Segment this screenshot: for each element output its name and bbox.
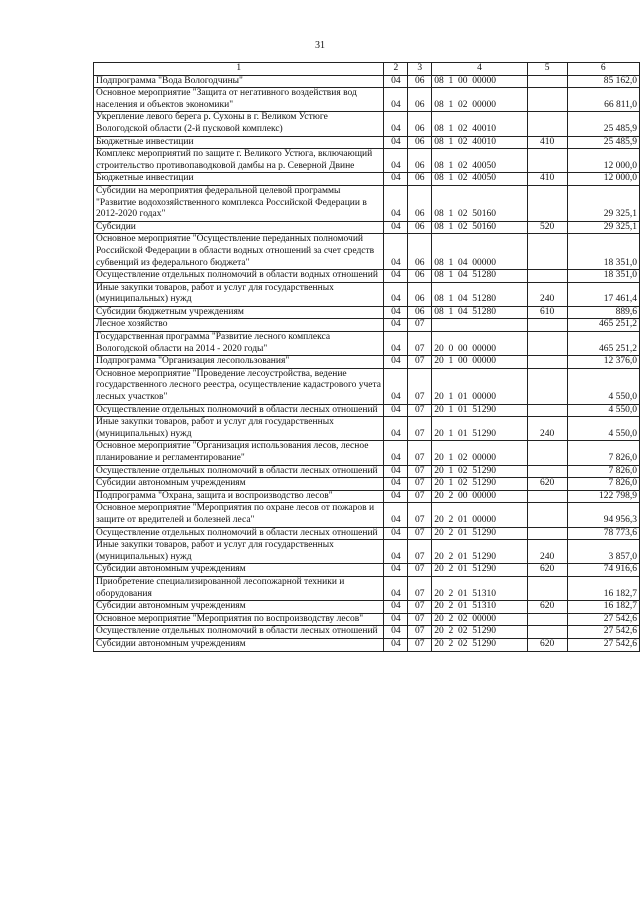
row-target-article-code: 20 1 02 51290 xyxy=(432,465,528,478)
row-section-code: 04 xyxy=(384,576,408,600)
row-name: Субсидии автономным учреждениям xyxy=(94,564,384,577)
row-target-article-code: 20 1 00 00000 xyxy=(432,356,528,369)
row-expense-type-code xyxy=(527,490,567,503)
row-section-code: 04 xyxy=(384,282,408,306)
row-target-article-code: 20 2 01 51290 xyxy=(432,540,528,564)
header-col-6: 6 xyxy=(567,63,639,76)
row-amount: 4 550,0 xyxy=(567,417,639,441)
row-subsection-code: 06 xyxy=(408,149,432,173)
row-expense-type-code xyxy=(527,465,567,478)
row-name: Субсидии автономным учреждениям xyxy=(94,601,384,614)
row-expense-type-code xyxy=(527,356,567,369)
table-row xyxy=(94,306,640,319)
row-amount: 465 251,2 xyxy=(567,319,639,332)
row-name: Основное мероприятие "Мероприятия по воспроизводству лесов" xyxy=(94,613,384,626)
row-amount: 7 826,0 xyxy=(567,478,639,491)
row-section-code: 04 xyxy=(384,503,408,527)
row-section-code: 04 xyxy=(384,417,408,441)
table-row xyxy=(94,564,640,577)
row-target-article-code: 20 1 01 51290 xyxy=(432,404,528,417)
header-col-3: 3 xyxy=(408,63,432,76)
row-expense-type-code: 520 xyxy=(527,221,567,234)
row-target-article-code: 20 0 00 00000 xyxy=(432,332,528,356)
row-target-article-code: 20 2 02 00000 xyxy=(432,613,528,626)
table-row xyxy=(94,601,640,614)
row-expense-type-code: 240 xyxy=(527,282,567,306)
row-name: Основное мероприятие "Осуществление переданных полномочий Российской Федерации в области водных отношений за счет средств субвенций из федерального бюджета" xyxy=(94,234,384,270)
row-section-code: 04 xyxy=(384,356,408,369)
row-expense-type-code xyxy=(527,75,567,88)
row-subsection-code: 07 xyxy=(408,576,432,600)
row-target-article-code: 08 1 02 50160 xyxy=(432,221,528,234)
row-section-code: 04 xyxy=(384,221,408,234)
row-target-article-code: 20 2 01 51310 xyxy=(432,576,528,600)
row-subsection-code: 07 xyxy=(408,540,432,564)
row-amount: 27 542,6 xyxy=(567,626,639,639)
row-target-article-code: 08 1 04 51280 xyxy=(432,306,528,319)
row-expense-type-code xyxy=(527,626,567,639)
row-target-article-code: 08 1 02 50160 xyxy=(432,185,528,221)
row-expense-type-code: 620 xyxy=(527,638,567,651)
row-target-article-code: 20 1 01 00000 xyxy=(432,368,528,404)
row-amount: 4 550,0 xyxy=(567,368,639,404)
row-name: Основное мероприятие "Организация использования лесов, лесное планирование и регламентирование" xyxy=(94,441,384,465)
row-subsection-code: 06 xyxy=(408,282,432,306)
row-subsection-code: 07 xyxy=(408,490,432,503)
row-amount: 66 811,0 xyxy=(567,88,639,112)
row-expense-type-code: 240 xyxy=(527,417,567,441)
table-row xyxy=(94,356,640,369)
header-col-4: 4 xyxy=(432,63,528,76)
row-subsection-code: 07 xyxy=(408,319,432,332)
page-number: 31 xyxy=(315,40,325,51)
table-row xyxy=(94,490,640,503)
row-subsection-code: 07 xyxy=(408,601,432,614)
row-section-code: 04 xyxy=(384,638,408,651)
row-section-code: 04 xyxy=(384,540,408,564)
table-row xyxy=(94,540,640,564)
row-section-code: 04 xyxy=(384,441,408,465)
table-row xyxy=(94,136,640,149)
row-amount: 7 826,0 xyxy=(567,465,639,478)
row-subsection-code: 07 xyxy=(408,626,432,639)
row-target-article-code: 20 1 01 51290 xyxy=(432,417,528,441)
table-row xyxy=(94,270,640,283)
row-target-article-code: 08 1 04 51280 xyxy=(432,282,528,306)
table-row xyxy=(94,638,640,651)
row-target-article-code: 08 1 00 00000 xyxy=(432,75,528,88)
row-expense-type-code xyxy=(527,576,567,600)
row-target-article-code: 20 2 01 51290 xyxy=(432,527,528,540)
row-subsection-code: 07 xyxy=(408,527,432,540)
row-name: Иные закупки товаров, работ и услуг для государственных (муниципальных) нужд xyxy=(94,282,384,306)
row-section-code: 04 xyxy=(384,136,408,149)
row-subsection-code: 06 xyxy=(408,112,432,136)
row-amount: 122 798,9 xyxy=(567,490,639,503)
row-amount: 18 351,0 xyxy=(567,234,639,270)
row-subsection-code: 06 xyxy=(408,75,432,88)
row-section-code: 04 xyxy=(384,601,408,614)
row-subsection-code: 06 xyxy=(408,136,432,149)
row-expense-type-code xyxy=(527,319,567,332)
row-amount: 27 542,6 xyxy=(567,638,639,651)
row-expense-type-code xyxy=(527,88,567,112)
row-expense-type-code xyxy=(527,404,567,417)
row-name: Бюджетные инвестиции xyxy=(94,136,384,149)
row-section-code: 04 xyxy=(384,270,408,283)
row-target-article-code: 08 1 02 00000 xyxy=(432,88,528,112)
row-subsection-code: 07 xyxy=(408,503,432,527)
row-expense-type-code: 410 xyxy=(527,173,567,186)
row-amount: 94 956,3 xyxy=(567,503,639,527)
header-col-2: 2 xyxy=(384,63,408,76)
row-amount: 16 182,7 xyxy=(567,576,639,600)
table-row xyxy=(94,234,640,270)
row-name: Осуществление отдельных полномочий в области лесных отношений xyxy=(94,626,384,639)
row-expense-type-code xyxy=(527,527,567,540)
row-amount: 12 376,0 xyxy=(567,356,639,369)
row-name: Иные закупки товаров, работ и услуг для государственных (муниципальных) нужд xyxy=(94,417,384,441)
row-section-code: 04 xyxy=(384,490,408,503)
row-section-code: 04 xyxy=(384,112,408,136)
row-name: Комплекс мероприятий по защите г. Великого Устюга, включающий строительство противопаводковой дамбы на р. Северной Двине xyxy=(94,149,384,173)
row-section-code: 04 xyxy=(384,149,408,173)
table-row xyxy=(94,465,640,478)
row-amount: 465 251,2 xyxy=(567,332,639,356)
table-body xyxy=(94,75,640,651)
row-amount: 74 916,6 xyxy=(567,564,639,577)
row-name: Государственная программа "Развитие лесного комплекса Вологодской области на 2014 - 2020 годы" xyxy=(94,332,384,356)
row-target-article-code xyxy=(432,319,528,332)
row-section-code: 04 xyxy=(384,75,408,88)
row-section-code: 04 xyxy=(384,332,408,356)
budget-table xyxy=(93,62,640,652)
row-target-article-code: 20 2 01 51310 xyxy=(432,601,528,614)
row-amount: 16 182,7 xyxy=(567,601,639,614)
row-section-code: 04 xyxy=(384,613,408,626)
row-expense-type-code: 610 xyxy=(527,306,567,319)
table-row xyxy=(94,282,640,306)
row-section-code: 04 xyxy=(384,368,408,404)
row-section-code: 04 xyxy=(384,306,408,319)
row-section-code: 04 xyxy=(384,564,408,577)
row-expense-type-code xyxy=(527,332,567,356)
header-col-5: 5 xyxy=(527,63,567,76)
row-expense-type-code: 620 xyxy=(527,564,567,577)
row-expense-type-code: 240 xyxy=(527,540,567,564)
row-target-article-code: 20 1 02 00000 xyxy=(432,441,528,465)
row-subsection-code: 06 xyxy=(408,234,432,270)
row-amount: 4 550,0 xyxy=(567,404,639,417)
row-subsection-code: 07 xyxy=(408,332,432,356)
row-name: Субсидии автономным учреждениям xyxy=(94,478,384,491)
row-section-code: 04 xyxy=(384,478,408,491)
table-row xyxy=(94,88,640,112)
row-amount: 78 773,6 xyxy=(567,527,639,540)
table-row xyxy=(94,185,640,221)
row-target-article-code: 20 2 00 00000 xyxy=(432,490,528,503)
row-amount: 18 351,0 xyxy=(567,270,639,283)
row-section-code: 04 xyxy=(384,465,408,478)
table-row xyxy=(94,626,640,639)
row-name: Осуществление отдельных полномочий в области лесных отношений xyxy=(94,465,384,478)
row-target-article-code: 08 1 02 40050 xyxy=(432,173,528,186)
row-name: Основное мероприятие "Мероприятия по охране лесов от пожаров и защите от вредителей и болезней леса" xyxy=(94,503,384,527)
row-name: Подпрограмма "Охрана, защита и воспроизводство лесов" xyxy=(94,490,384,503)
row-name: Осуществление отдельных полномочий в области водных отношений xyxy=(94,270,384,283)
row-target-article-code: 08 1 02 40010 xyxy=(432,112,528,136)
row-name: Подпрограмма "Организация лесопользования" xyxy=(94,356,384,369)
row-subsection-code: 06 xyxy=(408,88,432,112)
row-subsection-code: 06 xyxy=(408,221,432,234)
row-section-code: 04 xyxy=(384,234,408,270)
row-name: Основное мероприятие "Защита от негативного воздействия вод населения и объектов экономики" xyxy=(94,88,384,112)
row-amount: 12 000,0 xyxy=(567,149,639,173)
row-name: Лесное хозяйство xyxy=(94,319,384,332)
row-expense-type-code xyxy=(527,270,567,283)
row-subsection-code: 07 xyxy=(408,564,432,577)
table-row xyxy=(94,478,640,491)
table-row xyxy=(94,404,640,417)
row-subsection-code: 06 xyxy=(408,270,432,283)
row-target-article-code: 20 2 02 51290 xyxy=(432,626,528,639)
row-subsection-code: 06 xyxy=(408,306,432,319)
row-subsection-code: 06 xyxy=(408,173,432,186)
row-name: Субсидии xyxy=(94,221,384,234)
table-row xyxy=(94,417,640,441)
row-expense-type-code: 410 xyxy=(527,136,567,149)
row-name: Укрепление левого берега р. Сухоны в г. Великом Устюге Вологодской области (2-й пусковой комплекс) xyxy=(94,112,384,136)
row-expense-type-code xyxy=(527,149,567,173)
row-expense-type-code xyxy=(527,185,567,221)
row-expense-type-code xyxy=(527,613,567,626)
table-row xyxy=(94,368,640,404)
row-section-code: 04 xyxy=(384,527,408,540)
row-name: Основное мероприятие "Проведение лесоустройства, ведение государственного лесного реестра, осуществление кадастрового учета лесных участков" xyxy=(94,368,384,404)
row-amount: 85 162,0 xyxy=(567,75,639,88)
row-name: Бюджетные инвестиции xyxy=(94,173,384,186)
row-subsection-code: 07 xyxy=(408,638,432,651)
row-target-article-code: 20 1 02 51290 xyxy=(432,478,528,491)
table-row xyxy=(94,613,640,626)
row-name: Приобретение специализированной лесопожарной техники и оборудования xyxy=(94,576,384,600)
row-name: Осуществление отдельных полномочий в области лесных отношений xyxy=(94,527,384,540)
row-name: Подпрограмма "Вода Вологодчины" xyxy=(94,75,384,88)
row-amount: 17 461,4 xyxy=(567,282,639,306)
row-subsection-code: 06 xyxy=(408,185,432,221)
row-name: Иные закупки товаров, работ и услуг для государственных (муниципальных) нужд xyxy=(94,540,384,564)
table-header xyxy=(94,63,640,76)
row-amount: 12 000,0 xyxy=(567,173,639,186)
table-row xyxy=(94,441,640,465)
row-subsection-code: 07 xyxy=(408,478,432,491)
table-row xyxy=(94,319,640,332)
row-target-article-code: 08 1 02 40050 xyxy=(432,149,528,173)
row-amount: 25 485,9 xyxy=(567,136,639,149)
row-amount: 7 826,0 xyxy=(567,441,639,465)
table-row xyxy=(94,503,640,527)
row-subsection-code: 07 xyxy=(408,356,432,369)
row-amount: 27 542,6 xyxy=(567,613,639,626)
table-row xyxy=(94,221,640,234)
row-amount: 3 857,0 xyxy=(567,540,639,564)
row-section-code: 04 xyxy=(384,626,408,639)
row-name: Субсидии автономным учреждениям xyxy=(94,638,384,651)
row-name: Осуществление отдельных полномочий в области лесных отношений xyxy=(94,404,384,417)
header-row xyxy=(94,63,640,76)
row-section-code: 04 xyxy=(384,404,408,417)
row-section-code: 04 xyxy=(384,173,408,186)
row-subsection-code: 07 xyxy=(408,613,432,626)
table-row xyxy=(94,527,640,540)
row-section-code: 04 xyxy=(384,319,408,332)
row-target-article-code: 20 2 01 00000 xyxy=(432,503,528,527)
table-row xyxy=(94,75,640,88)
row-subsection-code: 07 xyxy=(408,417,432,441)
row-amount: 25 485,9 xyxy=(567,112,639,136)
table-row xyxy=(94,173,640,186)
row-target-article-code: 08 1 04 00000 xyxy=(432,234,528,270)
row-expense-type-code xyxy=(527,234,567,270)
row-target-article-code: 08 1 02 40010 xyxy=(432,136,528,149)
table-row xyxy=(94,112,640,136)
row-target-article-code: 20 2 01 51290 xyxy=(432,564,528,577)
row-subsection-code: 07 xyxy=(408,404,432,417)
table-row xyxy=(94,332,640,356)
row-expense-type-code xyxy=(527,368,567,404)
row-amount: 29 325,1 xyxy=(567,185,639,221)
row-expense-type-code xyxy=(527,441,567,465)
row-expense-type-code xyxy=(527,503,567,527)
row-target-article-code: 20 2 02 51290 xyxy=(432,638,528,651)
table-row xyxy=(94,149,640,173)
row-subsection-code: 07 xyxy=(408,441,432,465)
row-subsection-code: 07 xyxy=(408,368,432,404)
row-name: Субсидии на мероприятия федеральной целевой программы "Развитие водохозяйственного комплекса Российской Федерации в 2012-2020 годах" xyxy=(94,185,384,221)
row-subsection-code: 07 xyxy=(408,465,432,478)
row-expense-type-code: 620 xyxy=(527,601,567,614)
row-target-article-code: 08 1 04 51280 xyxy=(432,270,528,283)
table-row xyxy=(94,576,640,600)
row-expense-type-code: 620 xyxy=(527,478,567,491)
header-col-1: 1 xyxy=(94,63,384,76)
row-name: Субсидии бюджетным учреждениям xyxy=(94,306,384,319)
row-section-code: 04 xyxy=(384,88,408,112)
row-expense-type-code xyxy=(527,112,567,136)
row-section-code: 04 xyxy=(384,185,408,221)
row-amount: 29 325,1 xyxy=(567,221,639,234)
row-amount: 889,6 xyxy=(567,306,639,319)
